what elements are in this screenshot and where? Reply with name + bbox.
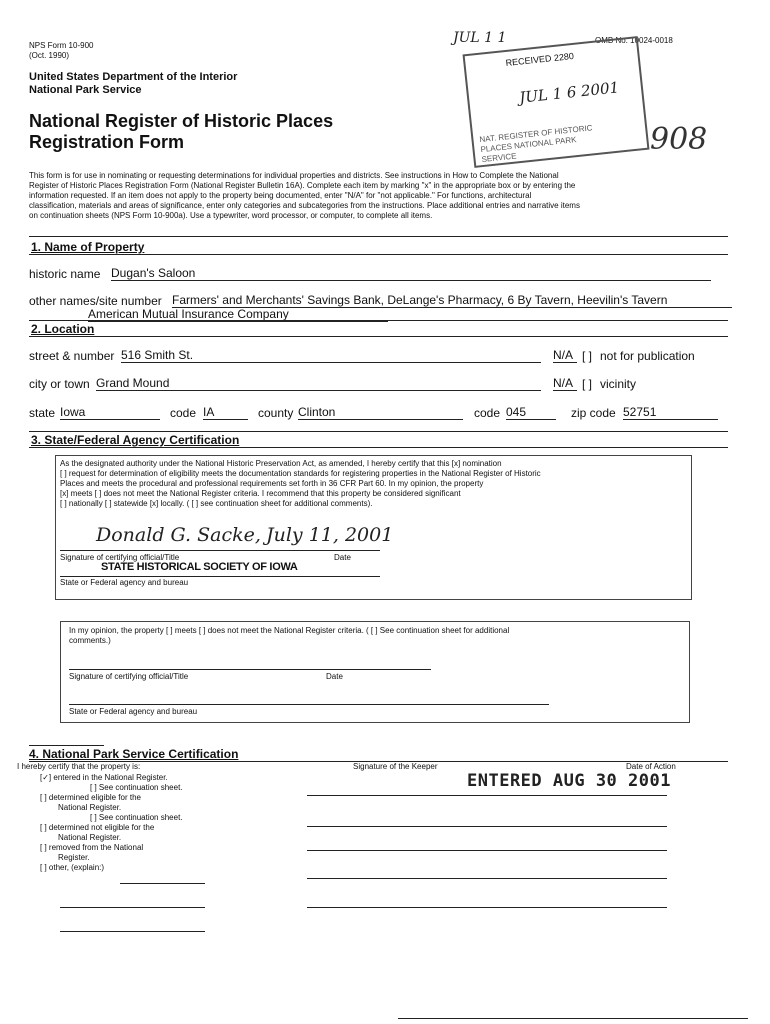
county-value: Clinton: [298, 405, 336, 419]
other-names-value-1: Farmers' and Merchants' Savings Bank, DeLange's Pharmacy, 6 By Tavern, Heevilin's Tavern: [172, 293, 668, 307]
na-field-1[interactable]: [553, 348, 577, 363]
county-code-value: 045: [506, 405, 527, 419]
intro-line-4: classification, materials and areas of significance, enter only categories and subcategories from the instructions. Place additional entries and narrative items: [29, 201, 580, 210]
checkbox-checked-icon[interactable]: [✓]: [40, 773, 52, 782]
city-label: city or town: [29, 377, 90, 391]
nps-options-list: [40, 773, 215, 873]
state-field[interactable]: [60, 405, 160, 420]
keeper-line-1: [307, 795, 667, 796]
county-label: county: [258, 406, 294, 420]
service-name: National Park Service: [29, 84, 142, 96]
historic-name-value: Dugan's Saloon: [111, 266, 196, 280]
street-field[interactable]: [121, 348, 541, 363]
stamp-received-text: RECEIVED 2280: [505, 50, 575, 69]
certification-line-2: [ ] request for determination of eligibility meets the documentation standards for registering properties in the National Register of Historic: [60, 469, 541, 478]
form-date: (Oct. 1990): [29, 51, 70, 60]
keeper-line-3: [307, 850, 667, 851]
explain-line-3[interactable]: [60, 931, 205, 932]
agency2-label: State or Federal agency and bureau: [69, 707, 198, 716]
date2-label: Date: [326, 672, 343, 681]
zip-value: 52751: [623, 405, 657, 419]
vicinity-label: vicinity: [600, 377, 637, 391]
nps-option-eligible-cont: [40, 803, 215, 813]
not-for-publication-label: not for publication: [600, 349, 695, 363]
nps-option-eligible[interactable]: [40, 793, 215, 803]
not-for-publication-checkbox[interactable]: [ ]: [582, 349, 593, 363]
signature-label: Signature of certifying official/Title: [60, 553, 180, 562]
other-names-label: other names/site number: [29, 294, 162, 308]
keeper-line-5: [307, 907, 667, 908]
county-field[interactable]: [298, 405, 463, 420]
nps-option-label: Register.: [58, 853, 90, 862]
certification-text: [60, 459, 685, 509]
keeper-label: Signature of the Keeper: [353, 762, 438, 771]
form-title-line1: National Register of Historic Places: [29, 111, 334, 131]
street-value: 516 Smith St.: [121, 348, 194, 362]
nps-option-label: National Register.: [58, 833, 122, 842]
intro-line-5: on continuation sheets (NPS Form 10-900a). Use a typewriter, word processor, or computer, to complete all items.: [29, 211, 433, 220]
vicinity-checkbox[interactable]: [ ]: [582, 377, 593, 391]
nps-option-label: other, (explain:): [48, 863, 105, 872]
nps-option-entered[interactable]: [40, 773, 215, 783]
county-code-label: code: [474, 406, 501, 420]
certification-date-handwritten: July 11, 2001: [266, 524, 394, 546]
na-field-2[interactable]: [553, 376, 577, 391]
zip-label: zip code: [571, 406, 616, 420]
agency-name: STATE HISTORICAL SOCIETY OF IOWA: [101, 561, 298, 573]
historic-name-field[interactable]: [111, 266, 711, 281]
explain-line-1[interactable]: [120, 883, 205, 884]
date-of-action-label: Date of Action: [626, 762, 676, 771]
state-code-field[interactable]: [203, 405, 248, 420]
footer-line: [398, 1018, 748, 1019]
city-value: Grand Mound: [96, 376, 170, 390]
intro-line-3: information requested. If an item does not apply to the property being documented, enter "N/A" for "not applicable." For functions, architectural: [29, 191, 532, 200]
certification-line-5: [ ] nationally [ ] statewide [x] locally. ( [ ] see continuation sheet for additional comments).: [60, 499, 373, 508]
explain-line-2[interactable]: [60, 907, 205, 908]
other-names-value-2: American Mutual Insurance Company: [88, 307, 289, 321]
nps-option-label: determined eligible for the: [48, 793, 141, 802]
nps-option-not-eligible[interactable]: [40, 823, 215, 833]
received-stamp: [463, 36, 650, 168]
nps-option-label: determined not eligible for the: [48, 823, 155, 832]
checkbox-icon[interactable]: [ ]: [40, 843, 47, 852]
nps-option-label: See continuation sheet.: [98, 813, 183, 822]
department-name: United States Department of the Interior: [29, 71, 238, 83]
county-code-field[interactable]: [506, 405, 556, 420]
keeper-line-4: [307, 878, 667, 879]
checkbox-icon[interactable]: [ ]: [40, 823, 47, 832]
form-title-line2: Registration Form: [29, 132, 185, 152]
section4-intro: I hereby certify that the property is:: [17, 762, 141, 771]
opinion-line-2: comments.): [69, 636, 111, 645]
stamp-date-text: JUL 1 6 2001: [518, 78, 620, 107]
certification-line-3: Places and meets the procedural and professional requirements set forth in 36 CFR Part 60. In my opinion, the property: [60, 479, 484, 488]
state-label: state: [29, 406, 56, 420]
section2-heading: 2. Location: [31, 322, 95, 336]
city-field[interactable]: [96, 376, 541, 391]
stamp-handwritten-date: JUL 1 1: [453, 30, 507, 46]
state-value: Iowa: [60, 405, 86, 419]
code-label: code: [170, 406, 197, 420]
nps-option-not-eligible-cont: [40, 833, 215, 843]
official-signature: Donald G. Sacke,: [96, 524, 261, 546]
certification-line-1: As the designated authority under the National Historic Preservation Act, as amended, I hereby certify that this [x] nomination: [60, 459, 502, 468]
nps-option-label: See continuation sheet.: [98, 783, 183, 792]
nps-option-label: removed from the National: [48, 843, 144, 852]
other-names-field[interactable]: [172, 293, 732, 308]
na-2: N/A: [553, 376, 574, 390]
omb-number: OMB No. 10024-0018: [595, 36, 673, 45]
checkbox-icon[interactable]: [ ]: [90, 813, 97, 822]
certification-box: [55, 455, 692, 600]
signature2-label: Signature of certifying official/Title: [69, 672, 189, 681]
nps-option-other[interactable]: [40, 863, 215, 873]
certification-line-4: [x] meets [ ] does not meet the National Register criteria. I recommend that this property be considered significant: [60, 489, 461, 498]
checkbox-icon[interactable]: [ ]: [40, 793, 47, 802]
checkbox-icon[interactable]: [ ]: [90, 783, 97, 792]
nps-option-continuation-2[interactable]: [40, 813, 215, 823]
section3-heading: 3. State/Federal Agency Certification: [31, 433, 240, 447]
intro-line-2: Register of Historic Places Registration Form (National Register Bulletin 16A). Complete each item by marking "x" in the appropriate box or by entering the: [29, 181, 576, 190]
na-1: N/A: [553, 348, 574, 362]
date-label: Date: [334, 553, 351, 562]
opinion-text: [69, 626, 684, 646]
nps-option-label: entered in the National Register.: [53, 773, 168, 782]
intro-line-1: This form is for use in nominating or requesting determinations for individual properties and districts. See instructions in How to Complete the National: [29, 171, 559, 180]
nps-option-removed-cont: [40, 853, 215, 863]
nps-option-label: National Register.: [58, 803, 122, 812]
section4-heading: 4. National Park Service Certification: [29, 747, 239, 761]
form-number: NPS Form 10-900: [29, 41, 94, 50]
entered-stamp: ENTERED AUG 30 2001: [467, 771, 671, 791]
zip-field[interactable]: [623, 405, 718, 420]
intro-text: [29, 171, 744, 221]
street-label: street & number: [29, 349, 115, 363]
section1-heading: 1. Name of Property: [31, 240, 145, 254]
nps-option-removed[interactable]: [40, 843, 215, 853]
handwritten-number: 908: [650, 122, 708, 157]
keeper-line-2: [307, 826, 667, 827]
historic-name-label: historic name: [29, 267, 101, 281]
opinion-line-1: In my opinion, the property [ ] meets [ ] does not meet the National Register criteria. ( [ ] See continuation sheet for additional: [69, 626, 510, 635]
checkbox-icon[interactable]: [ ]: [40, 863, 47, 872]
stamp-bottom-text: NAT. REGISTER OF HISTORIC PLACES NATIONAL PARK SERVICE: [479, 123, 593, 165]
opinion-box: [60, 621, 690, 723]
nps-option-continuation-1[interactable]: [40, 783, 215, 793]
state-code-value: IA: [203, 405, 215, 419]
agency-label: State or Federal agency and bureau: [60, 578, 189, 587]
